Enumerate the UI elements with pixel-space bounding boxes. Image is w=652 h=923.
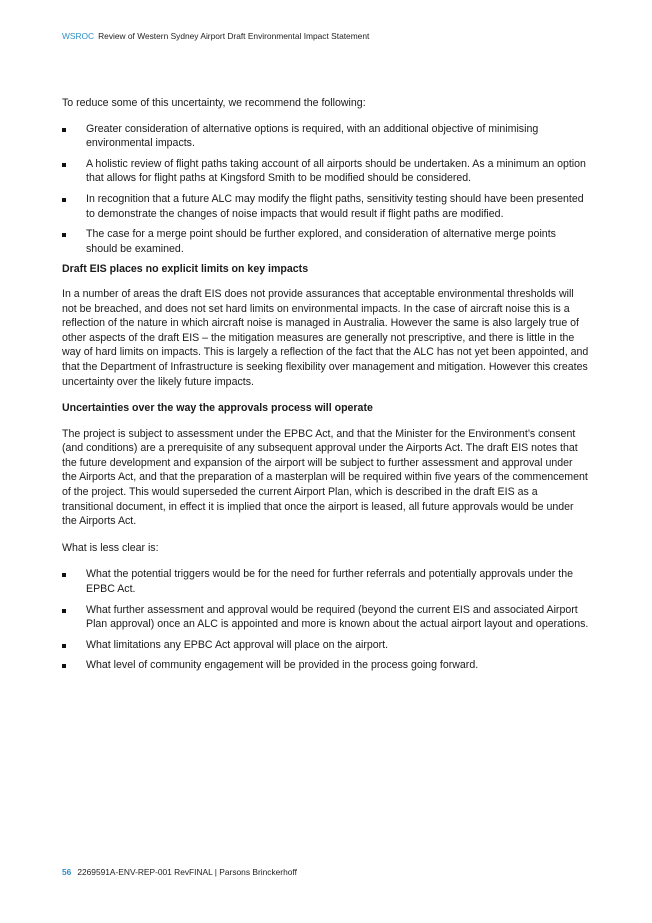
section-heading-approvals: Uncertainties over the way the approvals process will operate — [62, 402, 373, 415]
header-org: WSROC — [62, 31, 95, 41]
intro-text: To reduce some of this uncertainty, we recommend the following: — [62, 97, 366, 109]
bullet-icon — [62, 233, 66, 237]
list-item-text: In recognition that a future ALC may modify the flight paths, sensitivity testing should have been presented to demonstrate the changes of noise impacts that would result if flight paths are modified. — [86, 192, 584, 220]
section-body-approvals: The project is subject to assessment under the EPBC Act, and that the Minister for the Environment’s consent (and conditions) are a prerequisite of any subsequent approval under the Airports Act. The draft EIS notes that the future development and expansion of the airport will be subject to further assessment and approval under the Airports Act, and that the preparation of a masterplan will be required within five years of the commencement of the project. This would superseded the current Airport Plan, which is described in the draft EIS as a transitional document, in effect it is implied that once the airport is leased, all future approvals would be under the Airports Act. — [62, 427, 588, 528]
list-item-text: Greater consideration of alternative options is required, with an additional objective of minimising environmental impacts. — [86, 122, 539, 150]
list-item — [62, 603, 590, 632]
header-title: Review of Western Sydney Airport Draft Environmental Impact Statement — [98, 31, 370, 41]
bullet-icon — [62, 609, 66, 613]
section-heading-limits: Draft EIS places no explicit limits on key impacts — [62, 263, 309, 276]
bullet-icon — [62, 573, 66, 577]
list-item — [62, 638, 590, 653]
page-content — [62, 96, 590, 679]
bullet-icon — [62, 163, 66, 167]
list-item-text: What limitations any EPBC Act approval will place on the airport. — [86, 638, 389, 651]
running-header — [62, 31, 369, 41]
bullet-icon — [62, 128, 66, 132]
bullet-icon — [62, 644, 66, 648]
list-item-text: What level of community engagement will be provided in the process going forward. — [86, 659, 479, 672]
list-item — [62, 567, 590, 596]
bullet-icon — [62, 664, 66, 668]
list-item-text: What further assessment and approval would be required (beyond the current EIS and associated Airport Plan approval) once an ALC is appointed and more is known about the actual airport layout and operations. — [86, 603, 589, 631]
list-item — [62, 658, 590, 673]
list-item-text: The case for a merge point should be further explored, and consideration of alternative merge points should be examined. — [86, 228, 556, 255]
recommendations-list — [62, 122, 590, 257]
uncertainties-list — [62, 567, 590, 673]
bullet-icon — [62, 198, 66, 202]
list-item — [62, 192, 590, 221]
list-item — [62, 227, 590, 256]
document-reference: 2269591A-ENV-REP-001 RevFINAL | Parsons Brinckerhoff — [77, 867, 297, 877]
list-item-text: A holistic review of flight paths taking account of all airports should be undertaken. As a minimum an option that allows for flight paths at Kingsford Smith to be modified should be considered. — [86, 157, 586, 185]
section-lead: What is less clear is: — [62, 541, 159, 554]
list-item — [62, 157, 590, 186]
section-body-limits: In a number of areas the draft EIS does not provide assurances that acceptable environmental thresholds will not be breached, and does not set hard limits on environmental impacts. In the case of aircraft noise this is a reflection of the nature in which aircraft noise is managed in Australia. However the same is also largely true of other aspects of the draft EIS – the mitigation measures are generally not prescriptive, and there is little in the way of hard limits on impacts. This is largely a reflection of the fact that the ALC has not yet been appointed, and that the Department of Infrastructure is seeking flexibility over management and mitigation. However this creates uncertainty over the likely future impacts. — [62, 287, 589, 388]
list-item-text: What the potential triggers would be for the need for further referrals and potentially approvals under the EPBC Act. — [86, 568, 574, 596]
page-footer — [62, 867, 297, 877]
list-item — [62, 122, 590, 151]
page-number: 56 — [62, 867, 72, 877]
